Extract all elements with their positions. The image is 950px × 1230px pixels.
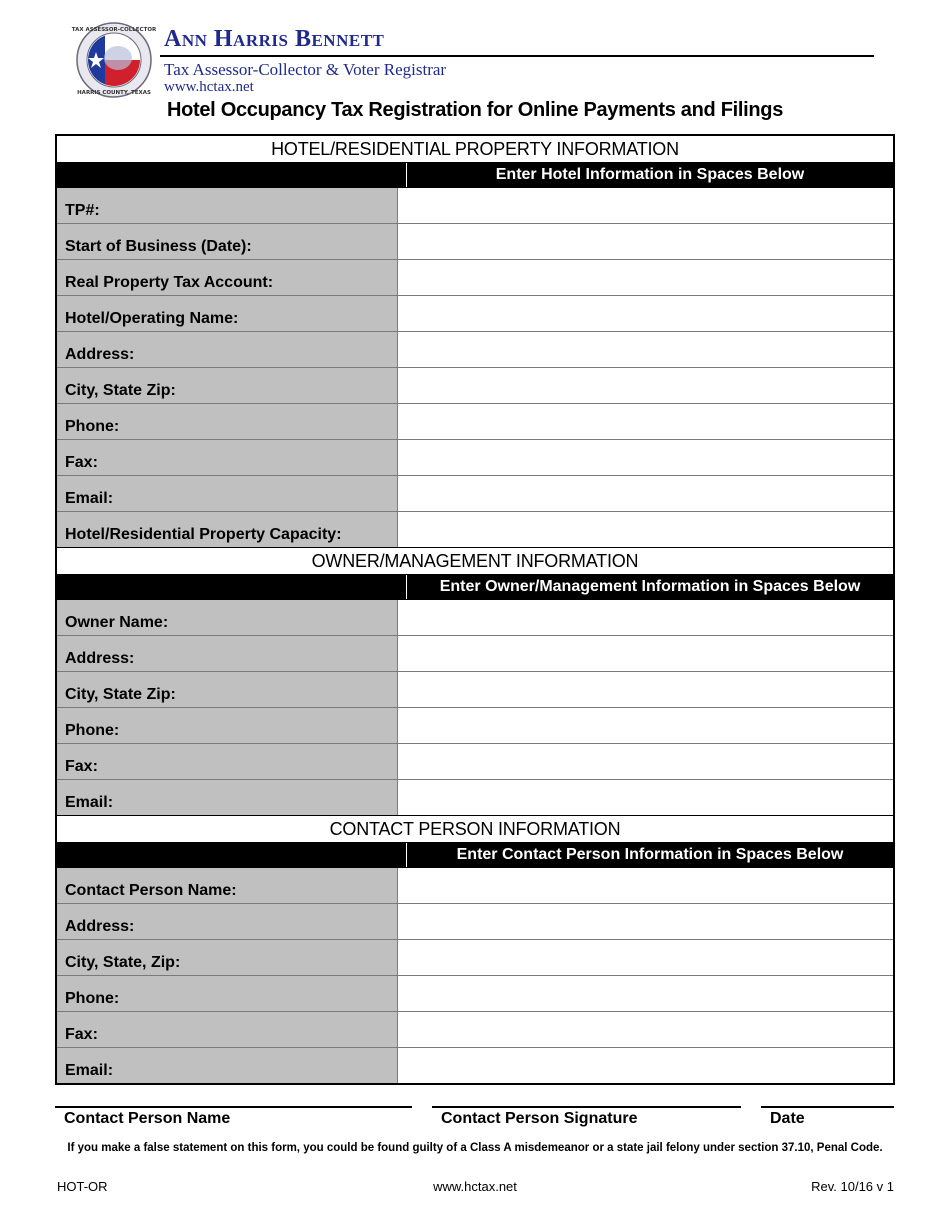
field-input-address[interactable] (398, 636, 893, 671)
field-label-start-of-business-date: Start of Business (Date): (57, 224, 398, 259)
field-label-contact-person-name: Contact Person Name: (57, 868, 398, 903)
form-row (57, 224, 893, 260)
registration-form-table (55, 134, 895, 1085)
form-row (57, 780, 893, 815)
field-input-address[interactable] (398, 904, 893, 939)
form-section-hotel-residential-property-information (57, 136, 893, 547)
header-divider (160, 55, 874, 57)
section-instruction-band (57, 163, 893, 188)
form-section-contact-person-information (57, 815, 893, 1083)
form-row (57, 976, 893, 1012)
field-label-hotel-residential-property-capacity: Hotel/Residential Property Capacity: (57, 512, 398, 547)
field-label-city-state-zip: City, State Zip: (57, 672, 398, 707)
form-id: HOT-OR (57, 1179, 108, 1194)
form-row (57, 708, 893, 744)
form-row (57, 512, 893, 547)
band-spacer (57, 843, 407, 867)
field-input-fax[interactable] (398, 1012, 893, 1047)
field-input-tp[interactable] (398, 188, 893, 223)
form-row (57, 368, 893, 404)
form-row (57, 332, 893, 368)
form-row (57, 1048, 893, 1083)
form-row (57, 672, 893, 708)
field-label-fax: Fax: (57, 1012, 398, 1047)
section-instruction-band (57, 575, 893, 600)
band-spacer (57, 575, 407, 599)
field-input-contact-person-name[interactable] (398, 868, 893, 903)
seal-text-bottom: HARRIS COUNTY, TEXAS (77, 90, 151, 96)
form-row (57, 868, 893, 904)
form-row (57, 904, 893, 940)
form-row (57, 476, 893, 512)
date-label: Date (770, 1110, 805, 1127)
contact-name-signature-label: Contact Person Name (64, 1110, 231, 1127)
field-label-email: Email: (57, 1048, 398, 1083)
false-statement-warning: If you make a false statement on this form, you could be found guilty of a Class A misdemeanor or a state jail felony under section 37.10, Penal Code. (67, 1142, 883, 1154)
official-name: Ann Harris Bennett (164, 26, 385, 52)
field-label-address: Address: (57, 904, 398, 939)
field-input-fax[interactable] (398, 744, 893, 779)
field-input-address[interactable] (398, 332, 893, 367)
field-label-tp: TP#: (57, 188, 398, 223)
field-input-start-of-business-date[interactable] (398, 224, 893, 259)
field-label-phone: Phone: (57, 708, 398, 743)
section-title: OWNER/MANAGEMENT INFORMATION (57, 547, 893, 575)
section-instruction: Enter Contact Person Information in Spaces Below (456, 846, 844, 863)
field-input-hotel-residential-property-capacity[interactable] (398, 512, 893, 547)
section-instruction-band (57, 843, 893, 868)
header-website-link[interactable]: www.hctax.net (164, 79, 254, 95)
field-input-city-state-zip[interactable] (398, 940, 893, 975)
document-title: Hotel Occupancy Tax Registration for Online Payments and Filings (166, 99, 784, 121)
section-title: HOTEL/RESIDENTIAL PROPERTY INFORMATION (57, 136, 893, 163)
field-input-owner-name[interactable] (398, 600, 893, 635)
form-row (57, 260, 893, 296)
field-label-fax: Fax: (57, 440, 398, 475)
field-input-phone[interactable] (398, 708, 893, 743)
field-label-real-property-tax-account: Real Property Tax Account: (57, 260, 398, 295)
county-seal-logo (71, 22, 157, 98)
field-input-email[interactable] (398, 780, 893, 815)
date-signature-line[interactable] (761, 1106, 894, 1108)
form-row (57, 1012, 893, 1048)
official-title: Tax Assessor-Collector & Voter Registrar (164, 60, 447, 79)
field-label-phone: Phone: (57, 976, 398, 1011)
field-input-hotel-operating-name[interactable] (398, 296, 893, 331)
contact-signature-line[interactable] (432, 1106, 741, 1108)
form-section-owner-management-information (57, 547, 893, 815)
form-row (57, 404, 893, 440)
field-label-hotel-operating-name: Hotel/Operating Name: (57, 296, 398, 331)
field-input-email[interactable] (398, 1048, 893, 1083)
band-spacer (57, 163, 407, 187)
revision-label: Rev. 10/16 v 1 (811, 1179, 894, 1194)
footer-website: www.hctax.net (433, 1179, 517, 1194)
field-label-city-state-zip: City, State, Zip: (57, 940, 398, 975)
field-input-real-property-tax-account[interactable] (398, 260, 893, 295)
form-row (57, 296, 893, 332)
form-row (57, 940, 893, 976)
field-label-email: Email: (57, 780, 398, 815)
section-title: CONTACT PERSON INFORMATION (57, 815, 893, 843)
field-input-phone[interactable] (398, 404, 893, 439)
field-label-email: Email: (57, 476, 398, 511)
field-label-address: Address: (57, 636, 398, 671)
field-input-city-state-zip[interactable] (398, 368, 893, 403)
form-row (57, 744, 893, 780)
field-label-fax: Fax: (57, 744, 398, 779)
seal-text-top: TAX ASSESSOR-COLLECTOR (71, 27, 157, 33)
field-input-city-state-zip[interactable] (398, 672, 893, 707)
field-label-city-state-zip: City, State Zip: (57, 368, 398, 403)
contact-signature-label: Contact Person Signature (441, 1110, 638, 1127)
field-label-owner-name: Owner Name: (57, 600, 398, 635)
contact-name-signature-line[interactable] (55, 1106, 412, 1108)
section-instruction: Enter Owner/Management Information in Spaces Below (439, 578, 861, 595)
field-label-phone: Phone: (57, 404, 398, 439)
form-row (57, 188, 893, 224)
section-instruction: Enter Hotel Information in Spaces Below (495, 166, 805, 183)
form-row (57, 636, 893, 672)
field-input-fax[interactable] (398, 440, 893, 475)
form-row (57, 440, 893, 476)
form-row (57, 600, 893, 636)
field-label-address: Address: (57, 332, 398, 367)
field-input-email[interactable] (398, 476, 893, 511)
field-input-phone[interactable] (398, 976, 893, 1011)
